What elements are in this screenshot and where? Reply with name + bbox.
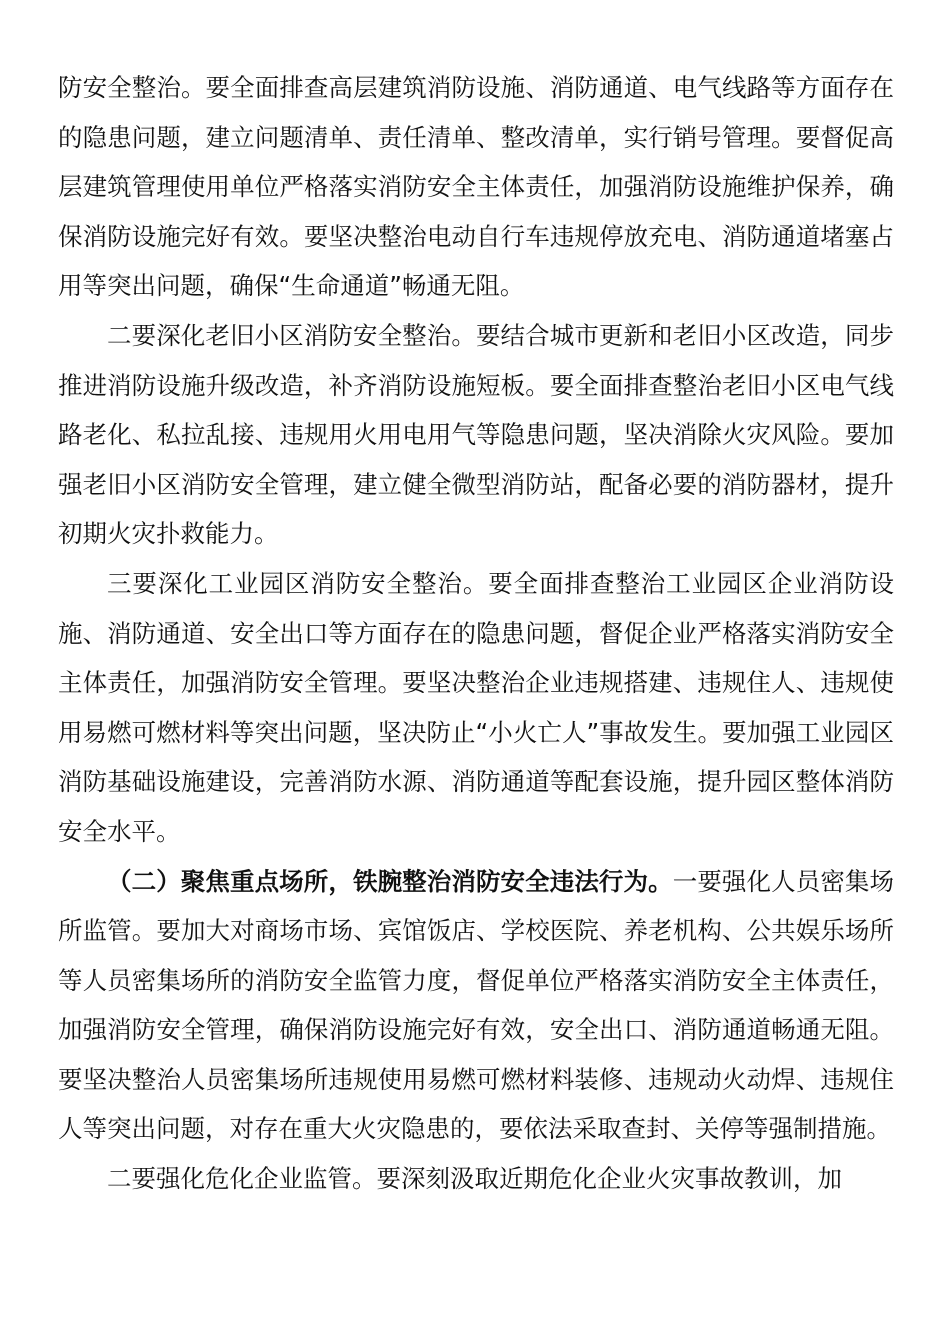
paragraph-key-places xyxy=(58,857,894,1155)
paragraph-hazardous-chemicals xyxy=(58,1154,894,1204)
document-body xyxy=(58,63,894,1204)
paragraph-text: 三要深化工业园区消防安全整治。要全面排查整治工业园区企业消防设施、消防通道、安全出口等方面存在的隐患问题，督促企业严格落实消防安全主体责任，加强消防安全管理。要坚决整治企业违规搭建、违规住人、违规使用易燃可燃材料等突出问题，坚决防止“小火亡人”事故发生。要加强工业园区消防基础设施建设，完善消防水源、消防通道等配套设施，提升园区整体消防安全水平。 xyxy=(58,568,894,846)
paragraph-text: 防安全整治。要全面排查高层建筑消防设施、消防通道、电气线路等方面存在的隐患问题，建立问题清单、责任清单、整改清单，实行销号管理。要督促高层建筑管理使用单位严格落实消防安全主体责任，加强消防设施维护保养，确保消防设施完好有效。要坚决整治电动自行车违规停放充电、消防通道堵塞占用等突出问题，确保“生命通道”畅通无阻。 xyxy=(58,73,894,301)
section-heading: （二）聚焦重点场所，铁腕整治消防安全违法行为。 xyxy=(107,866,673,896)
paragraph-old-communities xyxy=(58,311,894,559)
paragraph-high-rise-continuation xyxy=(58,63,894,311)
paragraph-text: 二要强化危化企业监管。要深刻汲取近期危化企业火灾事故教训，加 xyxy=(107,1164,842,1194)
paragraph-industrial-parks xyxy=(58,559,894,857)
paragraph-text: 二要深化老旧小区消防安全整治。要结合城市更新和老旧小区改造，同步推进消防设施升级改造，补齐消防设施短板。要全面排查整治老旧小区电气线路老化、私拉乱接、违规用火用电用气等隐患问题，坚决消除火灾风险。要加强老旧小区消防安全管理，建立健全微型消防站，配备必要的消防器材，提升初期火灾扑救能力。 xyxy=(58,320,894,549)
paragraph-text: 一要强化人员密集场所监管。要加大对商场市场、宾馆饭店、学校医院、养老机构、公共娱乐场所等人员密集场所的消防安全监管力度，督促单位严格落实消防安全主体责任，加强消防安全管理，确保消防设施完好有效，安全出口、消防通道畅通无阻。要坚决整治人员密集场所违规使用易燃可燃材料装修、违规动火动焊、违规住人等突出问题，对存在重大火灾隐患的，要依法采取查封、关停等强制措施。 xyxy=(58,866,895,1144)
